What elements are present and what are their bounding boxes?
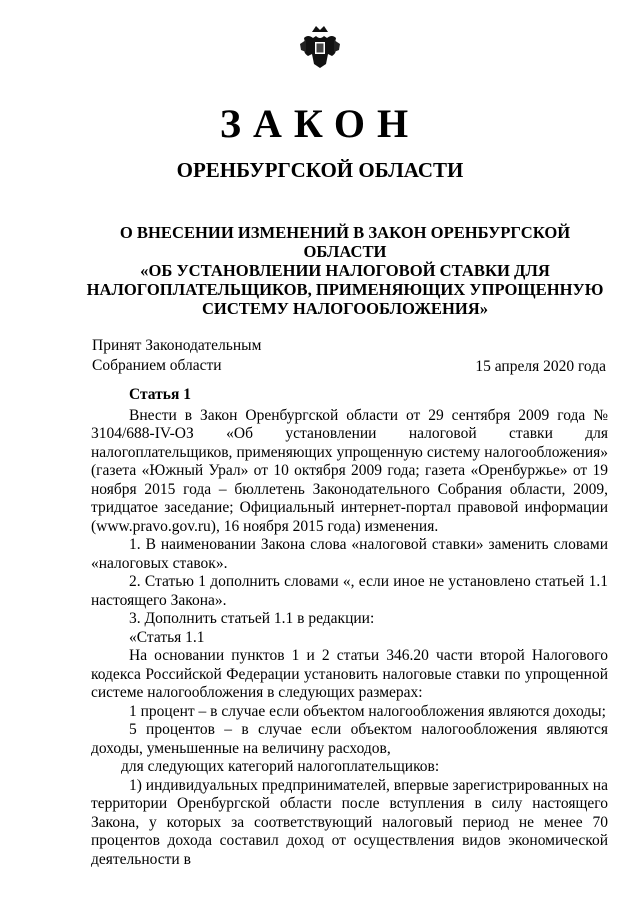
adopted-by (92, 336, 261, 376)
coat-of-arms-icon (298, 24, 342, 72)
tax-rate-item: 5 процентов – в случае если объектом налогообложения являются доходы, уменьшенные на величину расходов, (91, 721, 608, 757)
article-item: 1. В наименовании Закона слова «налоговой ставки» заменить словами «налоговых ставок». (91, 536, 608, 572)
article-paragraph: На основании пунктов 1 и 2 статьи 346.20 части второй Налогового кодекса Российской Федерации установить налоговые ставки по упрощенной системе налогообложения в следующих размерах: (91, 647, 608, 701)
article-title: Статья 1 (129, 386, 191, 403)
heading-line: О ВНЕСЕНИИ ИЗМЕНЕНИЙ В ЗАКОН ОРЕНБУРГСКОЙ ОБЛАСТИ (119, 223, 571, 261)
article-paragraph: Внести в Закон Оренбургской области от 29 сентября 2009 года № 3104/688-IV-ОЗ «Об установлении налоговой ставки для налогоплательщиков, применяющих упрощенную систему налогообложения» (газета «Южный Урал» от 10 октября 2009 года; газета «Оренбуржье» от 19 ноября 2015 года – бюллетень Законодательного Собрания области, 2009, тридцатое заседание; Официальный интернет-портал правовой информации (www.pravo.gov.ru), 16 ноября 2015 года) изменения. (91, 406, 608, 535)
adopted-line: Собранием области (92, 357, 222, 374)
heading-line: «ОБ УСТАНОВЛЕНИИ НАЛОГОВОЙ СТАВКИ ДЛЯ (140, 261, 550, 280)
article-item: 2. Статью 1 дополнить словами «, если иное не установлено статьей 1.1 настоящего Закона». (91, 573, 608, 609)
article-body (91, 386, 608, 869)
law-heading (80, 223, 610, 318)
adoption-date: 15 апреля 2020 года (475, 358, 606, 375)
tax-rate-item: 1 процент – в случае если объектом налогообложения являются доходы; (129, 702, 606, 720)
article-item: 3. Дополнить статьей 1.1 в редакции: (129, 610, 375, 627)
region-title: ОРЕНБУРГСКОЙ ОБЛАСТИ (176, 158, 464, 182)
law-title: ЗАКОН (219, 101, 421, 146)
heading-line: НАЛОГОПЛАТЕЛЬЩИКОВ, ПРИМЕНЯЮЩИХ УПРОЩЕННУЮ (86, 280, 604, 299)
quoted-article-title: «Статья 1.1 (129, 628, 205, 646)
categories-intro: для следующих категорий налогоплательщиков: (121, 758, 440, 775)
heading-line: СИСТЕМУ НАЛОГООБЛОЖЕНИЯ» (201, 299, 489, 318)
adopted-line: Принят Законодательным (92, 337, 262, 354)
category-item: 1) индивидуальных предпринимателей, впервые зарегистрированных на территории Оренбургской области после вступления в силу настоящего Закона, у которых за соответствующий налоговый период не менее 70 процентов дохода составил доход от осуществления видов экономической деятельности в (91, 776, 608, 868)
